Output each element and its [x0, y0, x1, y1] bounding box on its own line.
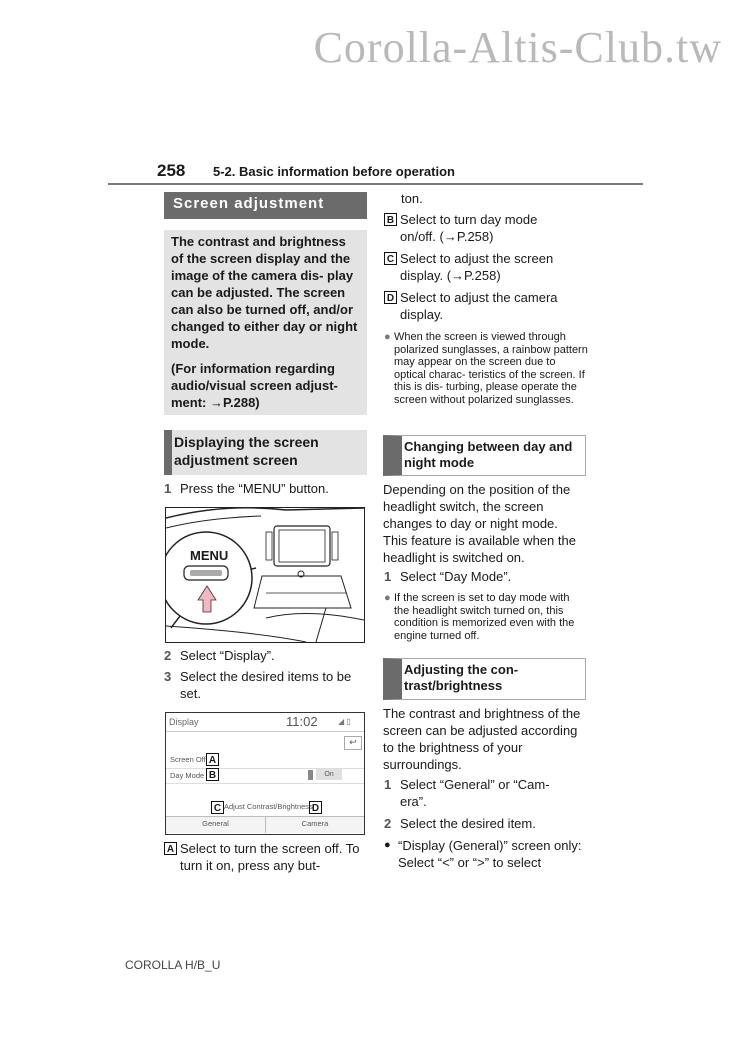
callout-d: D — [309, 801, 322, 814]
screen-off-item[interactable]: Screen Off — [170, 755, 206, 764]
back-arrow-icon[interactable]: ↩ — [344, 736, 362, 750]
step-3 — [164, 668, 359, 702]
intro-box — [164, 230, 367, 415]
note-polarized — [384, 331, 589, 406]
dashboard-drawing — [166, 508, 364, 642]
status-icons: ◢ ▯ — [338, 717, 351, 726]
screen-adjustment-heading: Screen adjustment — [164, 192, 367, 219]
callout-a: A — [206, 753, 219, 766]
watermark: Corolla-Altis-Club.tw — [313, 23, 722, 72]
tab-camera[interactable]: Camera — [266, 817, 364, 833]
bullet-text: “Display (General)” screen only: Select “<” or “>” to select — [398, 838, 582, 870]
item-a-text: Select to turn the screen off. To turn it on, press any but- — [180, 841, 360, 873]
item-b — [384, 211, 574, 245]
note-text: If the screen is set to day mode with the headlight switch turned on, this condition is memorized even with the engine turned off. — [394, 592, 575, 642]
note-day-mode — [384, 592, 579, 642]
display-general-bullet — [384, 837, 584, 871]
footer-model: COROLLA H/B_U — [125, 958, 221, 972]
bullet-icon: ● — [384, 331, 391, 343]
header-rule — [108, 183, 643, 185]
intro-reference: (For information regarding audio/visual screen adjust- ment: →P.288) — [171, 361, 338, 410]
note-text: When the screen is viewed through polarized sunglasses, a rainbow pattern may appear on the screen due to optical charac- teristics of the screen. If this is dis- turbing, please operate the screen without polarized sunglasses. — [394, 331, 588, 406]
step-1 — [164, 480, 369, 497]
label-b: B — [384, 213, 397, 226]
step-text: Select “Display”. — [180, 648, 275, 663]
contrast-brightness-subheading: Adjusting the con- trast/brightness — [383, 658, 586, 700]
display-screen-title: Display — [169, 717, 199, 727]
step-number: 1 — [384, 569, 392, 584]
item-c-text: Select to adjust the screen display. (→P.258) — [400, 251, 554, 283]
day-night-subheading: Changing between day and night mode — [383, 435, 586, 476]
step-text: Select the desired items to be set. — [180, 669, 352, 701]
step-number: 2 — [384, 816, 392, 831]
label-c: C — [384, 252, 397, 265]
contrast-step-1 — [384, 776, 574, 810]
step-number: 1 — [384, 777, 392, 792]
step-text: Select the desired item. — [400, 816, 536, 831]
contrast-text: The contrast and brightness of the screen can be adjusted according to the brightness of your surroundings. — [383, 706, 581, 772]
step-text: Press the “MENU” button. — [180, 481, 329, 496]
item-a-continued: ton. — [401, 191, 423, 206]
step-number: 2 — [164, 648, 172, 663]
step-number: 3 — [164, 669, 172, 684]
divider — [166, 783, 364, 784]
contrast-step-2 — [384, 815, 584, 832]
item-b-text: Select to turn day mode on/off. (→P.258) — [400, 212, 538, 244]
display-screen-figure — [165, 712, 365, 835]
day-night-text: Depending on the position of the headlight switch, the screen changes to day or night mode. This feature is available when the headlight is switched on. — [383, 482, 576, 565]
item-c — [384, 250, 579, 284]
day-mode-toggle[interactable]: On — [316, 769, 342, 780]
item-d — [384, 289, 579, 323]
step-text: Select “Day Mode”. — [400, 569, 512, 584]
tab-general[interactable]: General — [166, 817, 265, 833]
label-a: A — [164, 842, 177, 855]
day-mode-item[interactable]: Day Mode — [170, 771, 205, 780]
label-d: D — [384, 291, 397, 304]
displaying-screen-subheading: Displaying the screen adjustment screen — [164, 430, 367, 475]
step-number: 1 — [164, 481, 172, 496]
day-night-step-1 — [384, 568, 584, 585]
section-title: 5-2. Basic information before operation — [213, 164, 455, 179]
step-2 — [164, 647, 369, 664]
display-screen-time: 11:02 — [286, 714, 318, 729]
menu-button-label: MENU — [190, 548, 229, 563]
item-d-text: Select to adjust the camera display. — [400, 290, 558, 322]
divider — [166, 731, 364, 732]
toggle-indicator — [308, 770, 313, 780]
callout-c: C — [211, 801, 224, 814]
adjust-contrast-button[interactable]: Adjust Contrast/Brightness — [224, 802, 313, 811]
item-a — [164, 840, 364, 874]
step-text: Select “General” or “Cam- era”. — [400, 777, 550, 809]
intro-text: The contrast and brightness of the screen display and the image of the camera dis- play can be adjusted. The screen can also be turned off, and/or changed to either day or night mode. — [171, 234, 358, 351]
dashboard-illustration — [165, 507, 365, 643]
bullet-icon: ● — [384, 592, 391, 604]
callout-b: B — [206, 768, 219, 781]
bullet-icon: ● — [384, 839, 391, 851]
page-number: 258 — [157, 161, 186, 180]
